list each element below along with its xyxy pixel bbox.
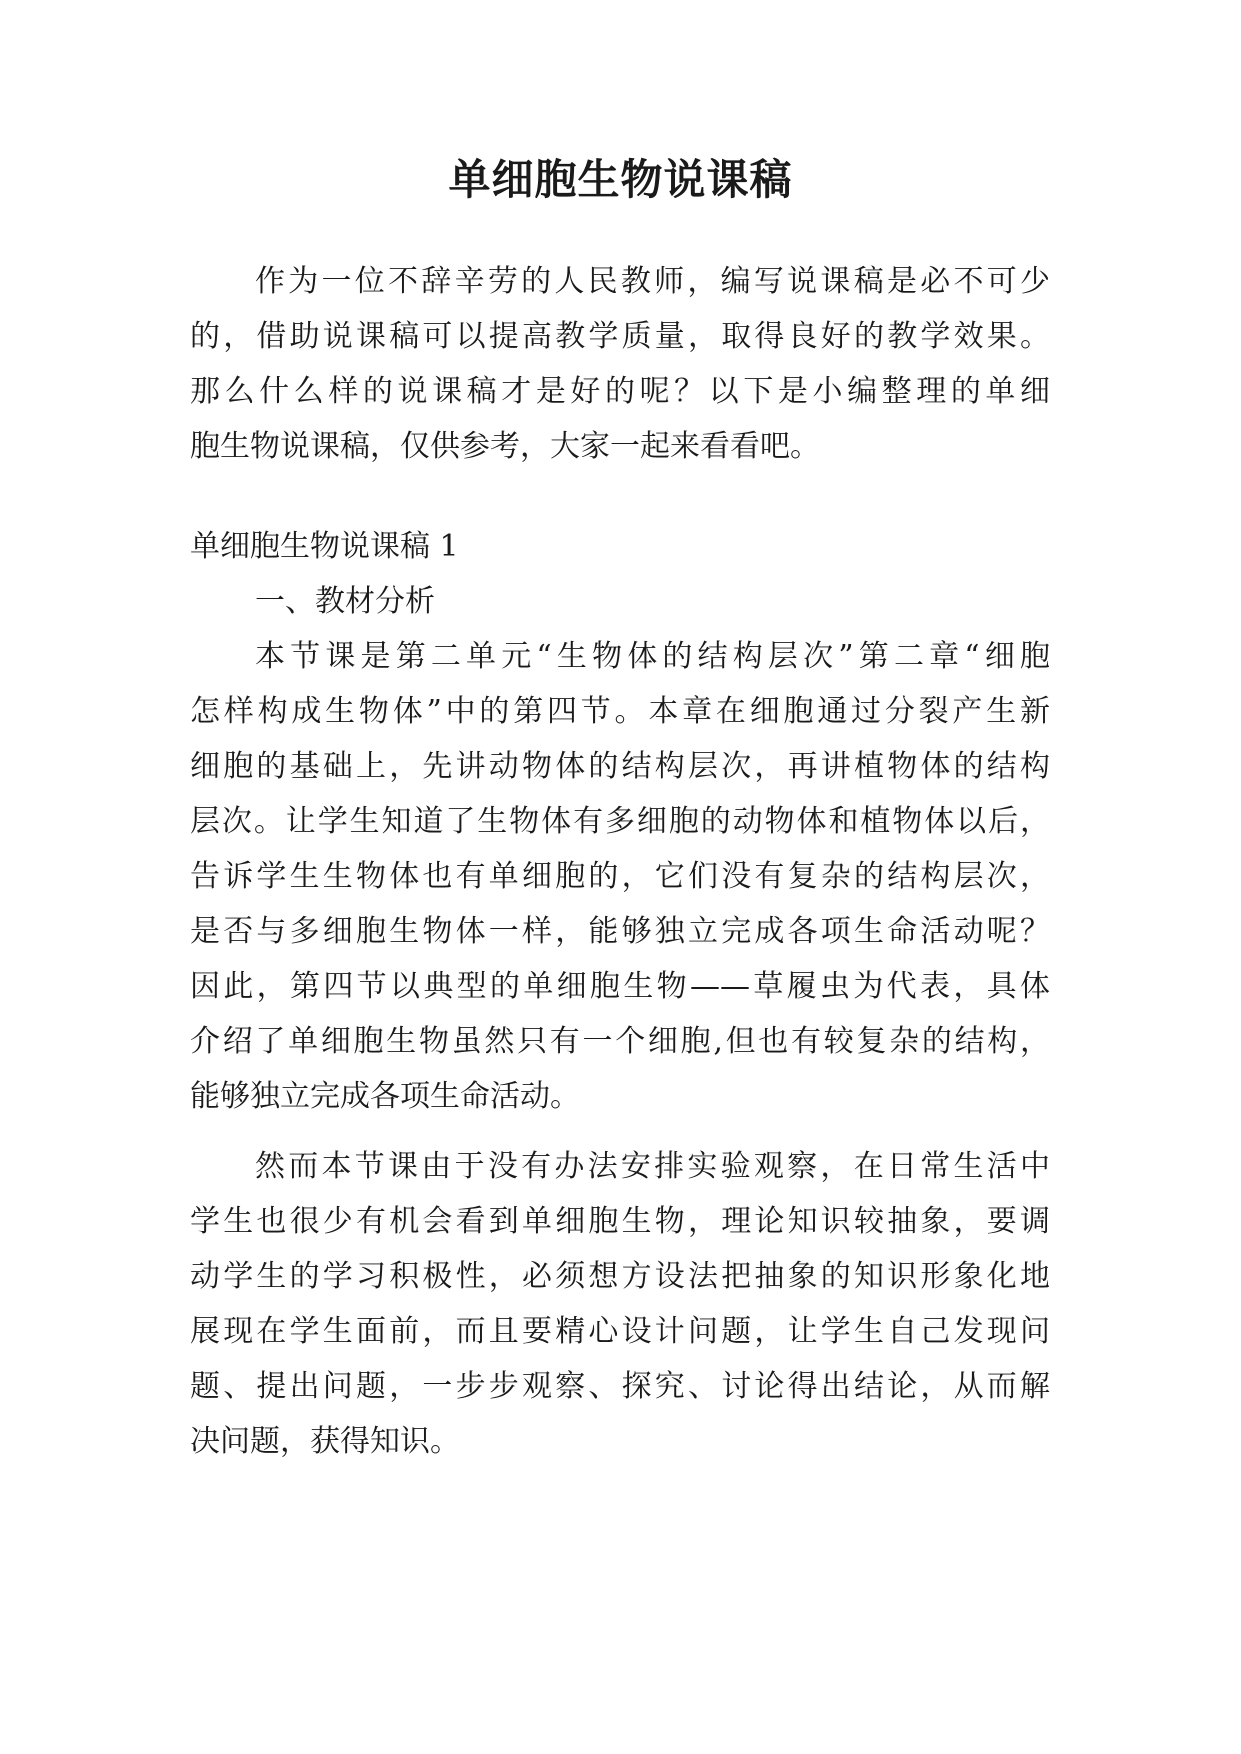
para1-line: 告诉学生生物体也有单细胞的，它们没有复杂的结构层次， bbox=[190, 859, 1050, 894]
para2-line: 展现在学生面前，而且要精心设计问题，让学生自己发现问 bbox=[190, 1314, 1050, 1349]
para1-line: 是否与多细胞生物体一样，能够独立完成各项生命活动呢？ bbox=[190, 914, 1050, 949]
intro-line: 胞生物说课稿，仅供参考，大家一起来看看吧。 bbox=[190, 429, 820, 464]
para2-line: 决问题，获得知识。 bbox=[190, 1424, 460, 1459]
para1-line: 本节课是第二单元“生物体的结构层次”第二章“细胞 bbox=[255, 639, 1050, 674]
para1-line: 介绍了单细胞生物虽然只有一个细胞,但也有较复杂的结构， bbox=[190, 1024, 1050, 1059]
para1-line: 细胞的基础上，先讲动物体的结构层次，再讲植物体的结构 bbox=[190, 749, 1050, 784]
section-heading: 单细胞生物说课稿 1 bbox=[190, 529, 459, 564]
para2-line: 题、提出问题，一步步观察、探究、讨论得出结论，从而解 bbox=[190, 1369, 1050, 1404]
subheading: 一、教材分析 bbox=[255, 584, 435, 619]
para1-line: 因此，第四节以典型的单细胞生物——草履虫为代表，具体 bbox=[190, 969, 1050, 1004]
para2-line: 动学生的学习积极性，必须想方设法把抽象的知识形象化地 bbox=[190, 1259, 1050, 1294]
intro-line: 的，借助说课稿可以提高教学质量，取得良好的教学效果。 bbox=[190, 319, 1050, 354]
para1-line: 能够独立完成各项生命活动。 bbox=[190, 1079, 580, 1114]
para2-line: 学生也很少有机会看到单细胞生物，理论知识较抽象，要调 bbox=[190, 1204, 1050, 1239]
para2-line: 然而本节课由于没有办法安排实验观察，在日常生活中 bbox=[255, 1149, 1050, 1184]
intro-line: 那么什么样的说课稿才是好的呢？以下是小编整理的单细 bbox=[190, 374, 1050, 409]
document-title: 单细胞生物说课稿 bbox=[448, 155, 793, 204]
intro-line: 作为一位不辞辛劳的人民教师，编写说课稿是必不可少 bbox=[255, 264, 1050, 299]
para1-line: 层次。让学生知道了生物体有多细胞的动物体和植物体以后， bbox=[190, 804, 1050, 839]
para1-line: 怎样构成生物体”中的第四节。本章在细胞通过分裂产生新 bbox=[190, 694, 1050, 729]
